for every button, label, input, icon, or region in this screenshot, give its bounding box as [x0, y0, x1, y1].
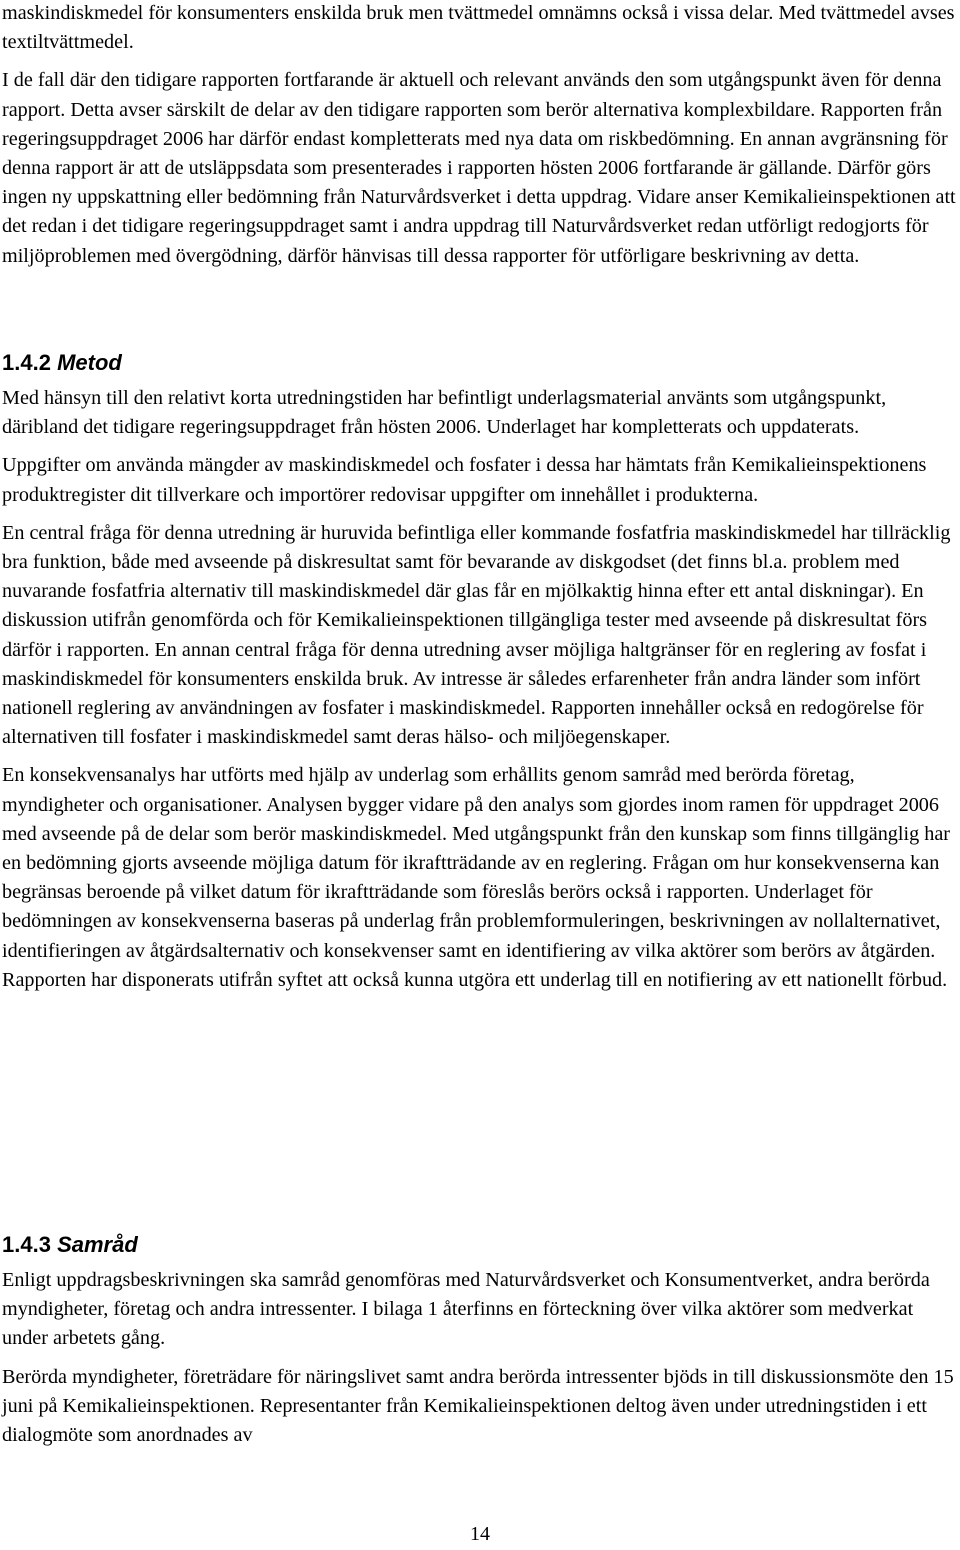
section-number: 1.4.2 — [2, 350, 51, 375]
paragraph: Med hänsyn till den relativt korta utredningstiden har befintligt underlagsmaterial använts som utgångspunkt, däribland det tidigare regeringsuppdraget från hösten 2006. Underlaget har kompletterats och uppdaterats. — [2, 387, 887, 439]
intro-text — [2, 0, 958, 271]
paragraph: Uppgifter om använda mängder av maskindiskmedel och fosfater i dessa har hämtats från Kemikalieinspektionens produktregister dit tillverkare och importörer redovisar uppgifter om innehållet i produkterna. — [2, 454, 927, 506]
paragraph: maskindiskmedel för konsumenters enskilda bruk men tvättmedel omnämns också i vissa delar. Med tvättmedel avses textiltvättmedel. — [2, 2, 955, 54]
paragraph: Enligt uppdragsbeskrivningen ska samråd genomföras med Naturvårdsverket och Konsumentverket, andra berörda myndigheter, företag och andra intressenter. I bilaga 1 återfinns en förteckning över vilka aktörer som medverkat under arbetets gång. — [2, 1269, 930, 1350]
section-heading-samrad — [2, 1231, 138, 1259]
paragraph: Berörda myndigheter, företrädare för näringslivet samt andra berörda intressenter bjöds in till diskussionsmöte den 15 juni på Kemikalieinspektionen. Representanter från Kemikalieinspektionen deltog även under utredningstiden i ett dialogmöte som anordnades av — [2, 1365, 954, 1447]
section-number: 1.4.3 — [2, 1232, 51, 1257]
paragraph: En central fråga för denna utredning är huruvida befintliga eller kommande fosfatfria maskindiskmedel har tillräcklig bra funktion, både med avseende på diskresultat samt för bevarande av diskgodset (det finns bl.a. problem med nuvarande fosfatfria alternativ till maskindiskmedel där glas får en mjölkaktig hinna efter ett antal diskningar). En diskussion utifrån genomförda och för Kemikalieinspektionen tillgängliga tester med avseende på diskresultat förs därför i rapporten. En annan central fråga för denna utredning avser möjliga haltgränser för en reglering av fosfat i maskindiskmedel för konsumenters enskilda bruk. Av intresse är således erfarenheter från andra länder som infört nationell reglering av användningen av fosfater i maskindiskmedel. Rapporten innehåller också en redogörelse för alternativen till fosfater i maskindiskmedel samt deras hälso- och miljöegenskaper. — [2, 521, 951, 749]
section-title: Samråd — [57, 1232, 138, 1257]
paragraph: En konsekvensanalys har utförts med hjälp av underlag som erhållits genom samråd med berörda företag, myndigheter och organisationer. Analysen bygger vidare på den analys som gjordes inom ramen för uppdraget 2006 med avseende på de delar som berör maskindiskmedel. Med utgångspunkt från den kunskap som finns tillgänglig har en bedömning gjorts avseende möjliga datum för ikraftträdande av en reglering. Frågan om hur konsekvenserna kan begränsas beroende på vilket datum för ikraftträdande som föreslås berörs också i rapporten. Underlaget för bedömningen av konsekvenserna baseras på underlag från problemformuleringen, beskrivningen av nollalternativet, identifieringen av åtgärdsalternativ och konsekvenser samt en identifiering av vilka aktörer som berörs av åtgärden. Rapporten har disponerats utifrån syftet att också kunna utgöra ett underlag till en notifiering av ett nationellt förbud. — [2, 764, 951, 991]
section-body-samrad — [2, 1266, 958, 1450]
page-number: 14 — [470, 1523, 490, 1545]
section-heading-metod — [2, 349, 122, 377]
section-body-metod — [2, 384, 958, 995]
section-title: Metod — [57, 350, 122, 375]
paragraph: I de fall där den tidigare rapporten fortfarande är aktuell och relevant används den som utgångspunkt även för denna rapport. Detta avser särskilt de delar av den tidigare rapporten som berör alternativa komplexbildare. Rapporten från regeringsuppdraget 2006 har därför endast kompletterats med nya data om riskbedömning. En annan avgränsning för denna rapport är att de utsläppsdata som presenterades i rapporten hösten 2006 fortfarande är gällande. Därför görs ingen ny uppskattning eller bedömning från Naturvårdsverket i detta uppdrag. Vidare anser Kemikalieinspektionen att det redan i det tidigare regeringsuppdraget samt i andra uppdrag till Naturvårdsverket redan utförligt redogjorts för miljöproblemen med övergödning, därför hänvisas till dessa rapporter för utförligare beskrivning av detta. — [2, 69, 956, 267]
